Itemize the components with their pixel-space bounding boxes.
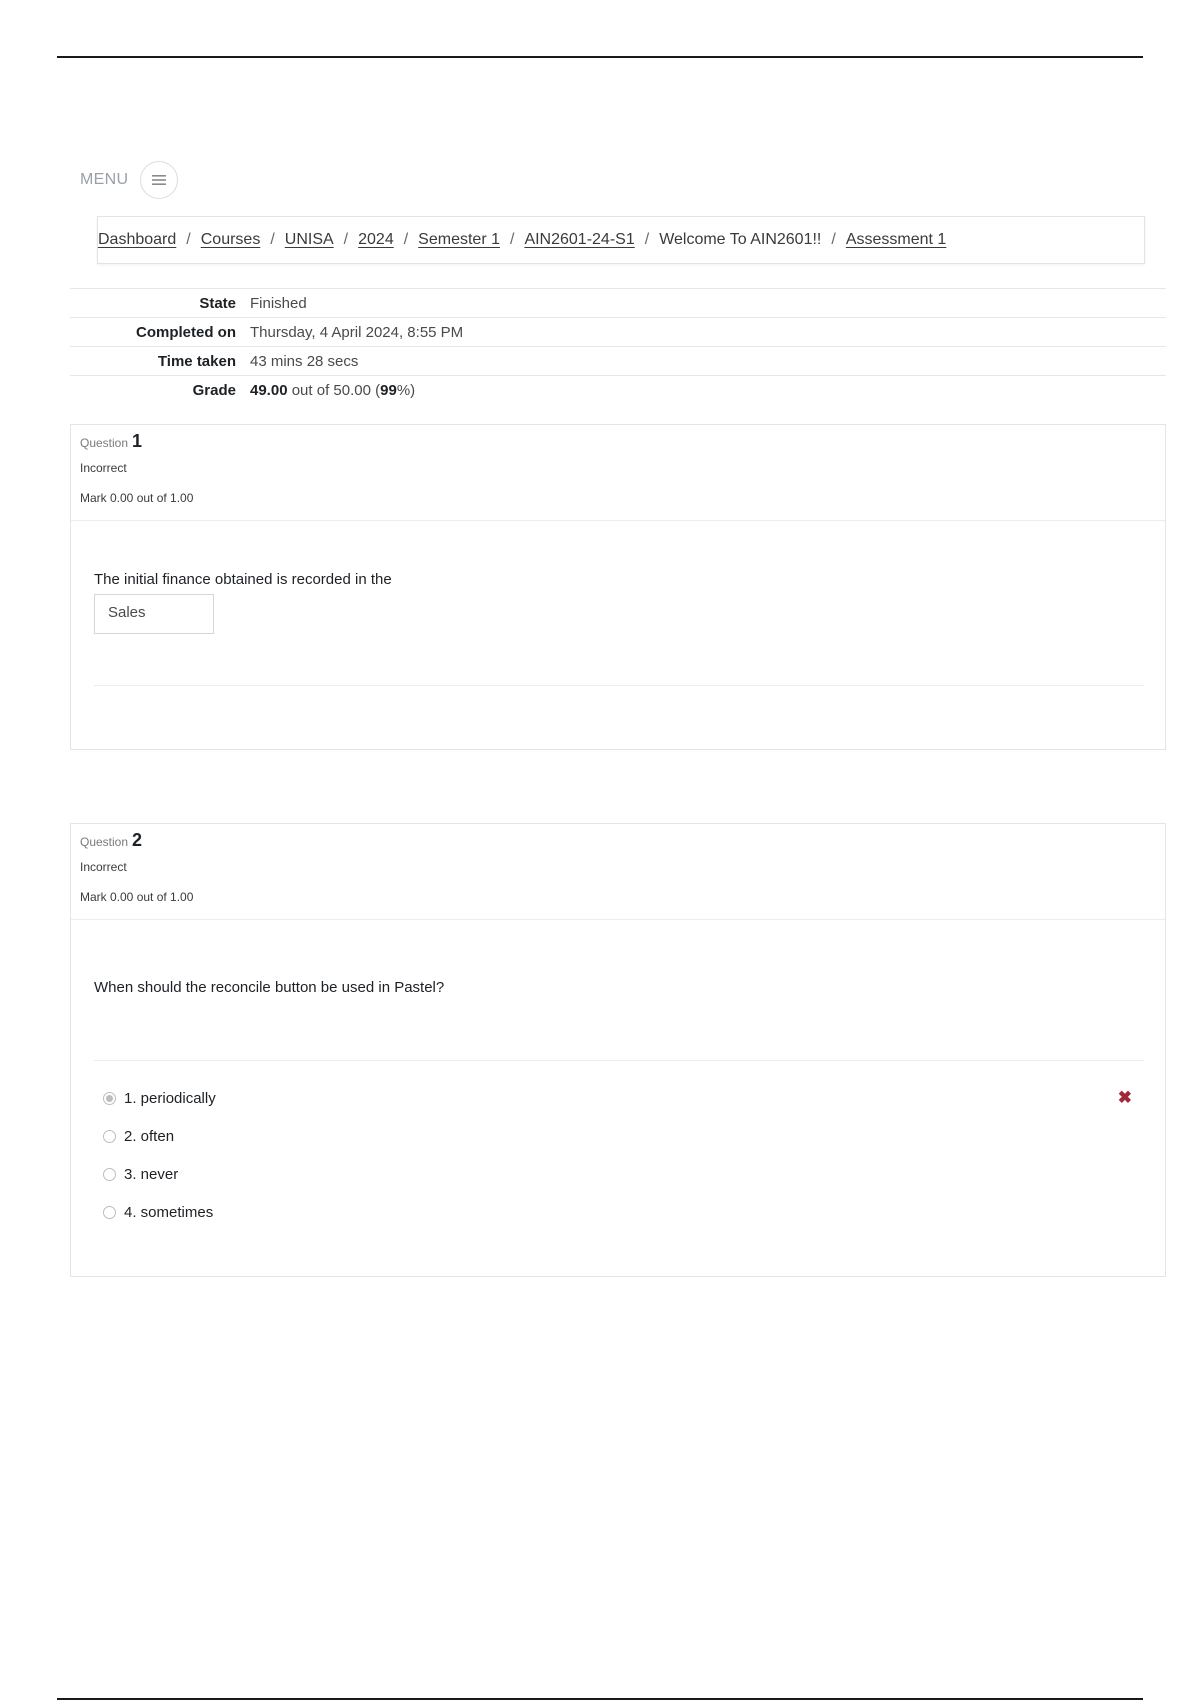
- answer-option[interactable]: [103, 1090, 216, 1107]
- breadcrumb-separator: /: [509, 231, 515, 248]
- grade-out-of: out of 50.00 (: [291, 381, 381, 399]
- question-card: [70, 823, 1166, 1277]
- breadcrumb-2024[interactable]: 2024: [358, 231, 394, 248]
- question-number: [80, 431, 1156, 452]
- answer-select[interactable]: Sales: [94, 594, 214, 634]
- option-label: 1. periodically: [124, 1090, 216, 1107]
- grade-percent: 99: [380, 381, 397, 399]
- breadcrumb-assessment[interactable]: Assessment 1: [845, 231, 947, 248]
- option-label: 2. often: [124, 1128, 175, 1145]
- question-number: [80, 830, 1156, 851]
- attempt-summary: [70, 288, 1166, 404]
- question-mark: Mark 0.00 out of 1.00: [80, 491, 194, 505]
- summary-row-state: [70, 288, 1166, 317]
- question-text: When should the reconcile button be used in Pastel?: [94, 979, 445, 996]
- question-state: Incorrect: [80, 860, 127, 874]
- summary-row-time: [70, 346, 1166, 375]
- completed-value: Thursday, 4 April 2024, 8:55 PM: [250, 323, 464, 341]
- breadcrumb-separator: /: [186, 231, 191, 248]
- grade-value: [236, 382, 415, 399]
- question-number-value: 2: [132, 830, 143, 850]
- question-mark: Mark 0.00 out of 1.00: [80, 890, 194, 904]
- radio-button[interactable]: [103, 1206, 116, 1219]
- time-taken-label: Time taken: [157, 352, 236, 370]
- answer-option[interactable]: [103, 1204, 213, 1221]
- grade-suffix: %): [396, 381, 416, 399]
- breadcrumb-separator: /: [270, 231, 275, 248]
- hamburger-icon: [152, 174, 166, 186]
- menu[interactable]: [80, 161, 178, 199]
- option-label: 4. sometimes: [124, 1204, 214, 1221]
- question-info: [71, 425, 1165, 521]
- summary-row-grade: [70, 375, 1166, 404]
- completed-label: Completed on: [136, 323, 236, 341]
- radio-button[interactable]: [103, 1168, 116, 1181]
- question-state: Incorrect: [80, 461, 127, 475]
- option-label: 3. never: [124, 1166, 179, 1183]
- time-taken-value: 43 mins 28 secs: [250, 352, 359, 370]
- breadcrumb-course-code[interactable]: AIN2601-24-S1: [524, 231, 635, 248]
- grade-label: Grade: [192, 381, 236, 399]
- breadcrumb-unisa[interactable]: UNISA: [284, 231, 334, 248]
- state-label: State: [199, 294, 236, 312]
- breadcrumb-separator: /: [403, 231, 409, 248]
- answer-option[interactable]: [103, 1128, 174, 1145]
- page-top-rule: [57, 56, 1143, 58]
- divider: [94, 1060, 1144, 1061]
- summary-row-completed: [70, 317, 1166, 346]
- breadcrumb: [97, 216, 1145, 264]
- answer-option[interactable]: [103, 1166, 178, 1183]
- breadcrumb-semester[interactable]: Semester 1: [418, 231, 500, 248]
- breadcrumb-separator: /: [831, 231, 836, 248]
- state-value: Finished: [250, 294, 307, 312]
- breadcrumb-separator: /: [644, 231, 650, 248]
- divider: [94, 685, 1144, 686]
- close-icon: ✖: [1117, 1088, 1132, 1107]
- radio-button[interactable]: [103, 1130, 116, 1143]
- question-label: Question: [80, 835, 129, 849]
- menu-button[interactable]: [140, 161, 178, 199]
- question-card: [70, 424, 1166, 750]
- question-info: [71, 824, 1165, 920]
- question-label: Question: [80, 436, 129, 450]
- breadcrumb-separator: /: [343, 231, 349, 248]
- question-text: The initial finance obtained is recorded in the: [94, 571, 392, 588]
- menu-label: MENU: [80, 171, 129, 188]
- grade-score: 49.00: [250, 381, 288, 399]
- breadcrumb-section: Welcome To AIN2601!!: [659, 231, 822, 248]
- breadcrumb-courses[interactable]: Courses: [200, 231, 261, 248]
- question-number-value: 1: [132, 431, 143, 451]
- radio-button[interactable]: [103, 1092, 116, 1105]
- breadcrumb-dashboard[interactable]: Dashboard: [98, 231, 177, 248]
